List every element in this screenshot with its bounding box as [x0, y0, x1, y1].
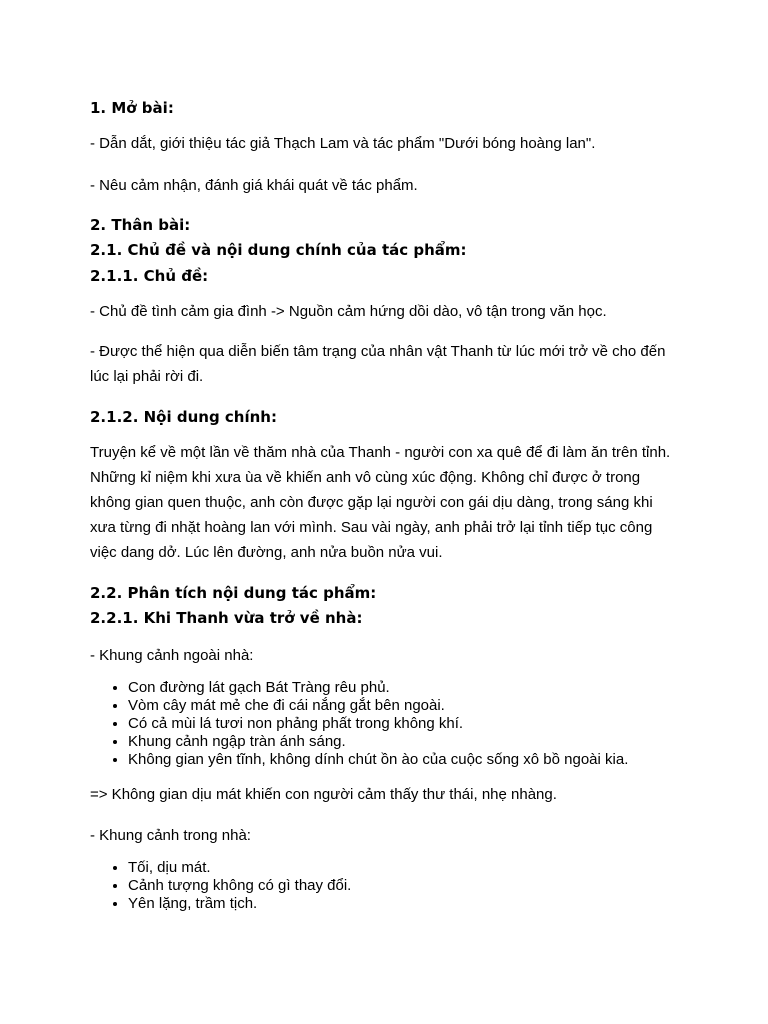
heading-2-1-1: 2.1.1. Chủ đề: [90, 267, 209, 285]
paragraph-outside-intro: - Khung cảnh ngoài nhà: [90, 647, 254, 664]
heading-2-1-2: 2.1.2. Nội dung chính: [90, 408, 277, 426]
list-item: • Khung cảnh ngập tràn ánh sáng. [128, 733, 628, 751]
list-outside-scene [90, 679, 628, 769]
paragraph-intro-author: - Dẫn dắt, giới thiệu tác giả Thạch Lam và tác phẩm "Dưới bóng hoàng lan". [90, 135, 596, 152]
list-item: • Con đường lát gạch Bát Tràng rêu phủ. [128, 679, 628, 697]
paragraph-inside-intro: - Khung cảnh trong nhà: [90, 827, 251, 844]
list-item: • Yên lặng, trầm tịch. [128, 895, 351, 913]
list-item: • Vòm cây mát mẻ che đi cái nắng gắt bên ngoài. [128, 697, 628, 715]
list-item: • Cảnh tượng không có gì thay đổi. [128, 877, 351, 895]
list-inside-scene [90, 859, 351, 913]
paragraph-theme-1: - Chủ đề tình cảm gia đình -> Nguồn cảm hứng dồi dào, vô tận trong văn học. [90, 303, 607, 320]
heading-2-2-1: 2.2.1. Khi Thanh vừa trở về nhà: [90, 609, 363, 627]
paragraph-main-content: Truyện kể về một lần về thăm nhà của Thanh - người con xa quê để đi làm ăn trên tỉnh. Những kỉ niệm khi xưa ùa về khiến anh vô cùng xúc động. Không chỉ được ở trong không gian quen thuộc, anh còn được gặp lại người con gái dịu dàng, trong sáng khi xưa từng đi nhặt hoàng lan với mình. Sau vài ngày, anh phải trở lại tỉnh tiếp tục công việc dang dở. Lúc lên đường, anh nửa buồn nửa vui. [90, 444, 671, 561]
paragraph-theme-2: - Được thể hiện qua diễn biến tâm trạng của nhân vật Thanh từ lúc mới trở về cho đến lúc lại phải rời đi. [90, 343, 666, 385]
heading-2-2: 2.2. Phân tích nội dung tác phẩm: [90, 584, 377, 602]
heading-2-1: 2.1. Chủ đề và nội dung chính của tác phẩm: [90, 241, 467, 259]
paragraph-outside-conclusion: => Không gian dịu mát khiến con người cảm thấy thư thái, nhẹ nhàng. [90, 786, 557, 803]
paragraph-intro-evaluation: - Nêu cảm nhận, đánh giá khái quát về tác phẩm. [90, 177, 418, 194]
list-item: • Có cả mùi lá tươi non phảng phất trong không khí. [128, 715, 628, 733]
list-item: • Không gian yên tĩnh, không dính chút ồn ào của cuộc sống xô bồ ngoài kia. [128, 751, 628, 769]
list-item: • Tối, dịu mát. [128, 859, 351, 877]
heading-than-bai: 2. Thân bài: [90, 216, 191, 234]
heading-mo-bai: 1. Mở bài: [90, 99, 174, 117]
